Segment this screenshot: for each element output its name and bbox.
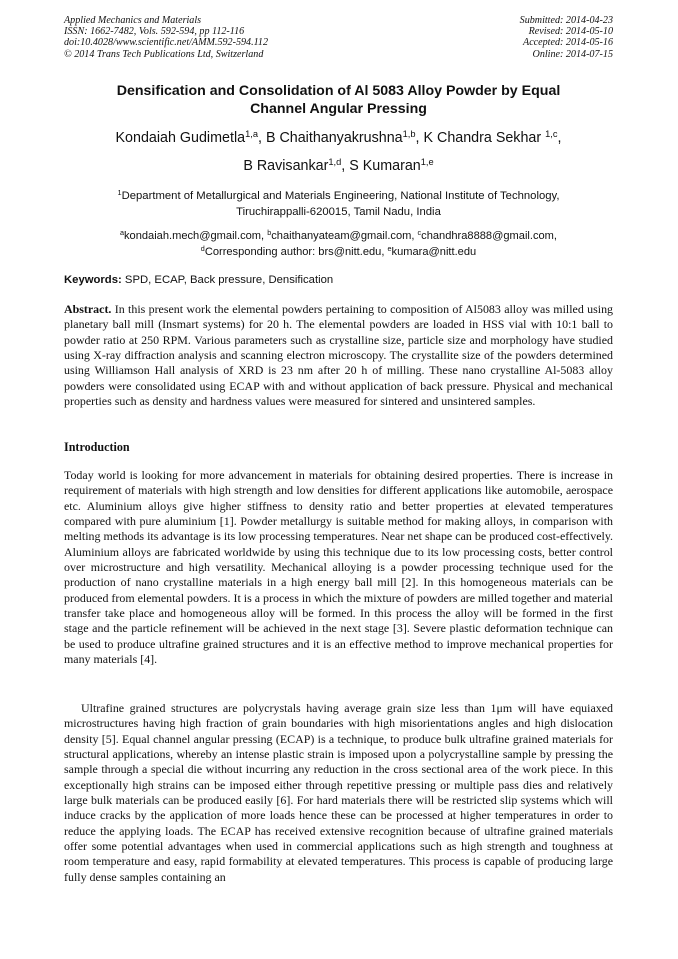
author-separator: , xyxy=(341,157,350,174)
email-a: kondaiah.mech@gmail.com xyxy=(123,230,262,242)
abstract-label: Abstract. xyxy=(64,302,112,316)
paragraph-text: Today world is looking for more advancement in materials for obtaining desired properties. There is increase in requirement of materials with high strength and low densities for different applications like automobile, aerospace etc. Aluminium alloys give higher stiffness to density ratio and better properties at elevated temperatures compared with pure aluminium [1]. Powder metallurgy is suitable method for making alloys, in comparison with melting methods its advantage is its low processing temperatures. Near net shape can be produced cost-effectively. Aluminium alloys are fabricated worldwide by using this technique due to its low processing costs, better control over microstructure and high versatility. Mechanical alloying is a powder processing technique used for the production of nano crystalline materials in a high energy ball mill [2]. In this homogeneous materials can be produced from elemental powders. It is a process in which the mixture of powders are milled together and material transfer take place and homogeneous alloy will be formed. In this process the alloy will be formed in the first stage and the particle refinement will be achieved in the next stage [3]. Severe plastic deformation technique can be used to produce ultrafine grained structures and it is an effective method to improve mechanical properties for many materials [4]. xyxy=(64,468,613,667)
date-online: Online: 2014-07-15 xyxy=(532,48,613,60)
email-sup: e xyxy=(387,243,392,253)
author-line-2 xyxy=(64,153,613,181)
email-d: Corresponding author: brs@nitt.edu xyxy=(204,245,382,258)
email-sup: d xyxy=(200,243,205,253)
paragraph-text: Ultrafine grained structures are polycrystals having average grain size less than 1μm will have equiaxed microstructures having high fraction of grain boundaries with high misorientations angles and high dislocation density [5]. Equal channel angular pressing (ECAP) is a technique, to produce bulk ultrafine grained materials for structural applications, whereby an intense plastic strain is imposed upon a polycrystalline sample by pressing the sample through a special die without incurring any reduction in the cross sectional area of the work piece. In this exceptionally high strains can be imposed either through repetitive pressing or multiple pass dies and relatively large bulk materials can be produced easily [6]. For hard materials there will be restricted slip systems which will induce cracks by the application of more loads hence these can be processed at higher temperatures in order to reduce the applying loads. The ECAP has received extensive recognition because of ultrafine grained materials offer some potential advantages when used in commercial applications such as high strength and toughness at room temperature and easy, rapid formability at elevated temperatures. This process is capable of producing large fully dense samples containing an xyxy=(64,701,613,884)
author-sup: 1,a xyxy=(245,129,258,140)
author-name: S Kumaran xyxy=(349,157,421,174)
paper-title xyxy=(64,83,613,118)
author-sup: 1,c xyxy=(545,129,558,140)
email-sup: a xyxy=(119,228,124,238)
journal-copyright: © 2014 Trans Tech Publications Ltd, Switzerland xyxy=(64,48,264,60)
title-line-1: Densification and Consolidation of Al 5083 Alloy Powder by Equal xyxy=(116,83,561,99)
email-e: kumara@nitt.edu xyxy=(391,245,477,258)
date-submitted: Submitted: 2014-04-23 xyxy=(519,15,613,26)
submission-dates xyxy=(520,15,613,60)
author-sup: 1,e xyxy=(420,156,434,167)
author-separator: , xyxy=(257,130,266,146)
journal-name: Applied Mechanics and Materials xyxy=(64,15,202,26)
affiliation-line-1 xyxy=(64,189,613,205)
author-name: Kondaiah Gudimetla xyxy=(115,130,246,146)
introduction-paragraph-2 xyxy=(64,701,613,885)
title-line-2: Channel Angular Pressing xyxy=(250,100,427,117)
author-emails xyxy=(64,229,613,260)
email-c: chandhra8888@gmail.com xyxy=(421,230,554,242)
emails-line-2: $^d$Corresponding author: brs@nitt.edu, $^e$kumara@nitt.edu xyxy=(200,243,477,258)
date-accepted: Accepted: 2014-05-16 xyxy=(523,37,613,49)
keywords-label: Keywords: xyxy=(64,274,122,286)
abstract xyxy=(64,302,613,409)
emails-line-1: $^a$kondaiah.mech@gmail.com, $^b$chaithanyateam@gmail.com, $^c$chandhra8888@gmail.com, xyxy=(119,228,558,242)
journal-doi: doi:10.4028/www.scientific.net/AMM.592-594.112 xyxy=(64,37,268,49)
abstract-paragraph xyxy=(64,302,613,409)
affiliation-line-2: Tiruchirappalli-620015, Tamil Nadu, India xyxy=(236,205,441,218)
affiliation xyxy=(64,189,613,220)
author-name: K Chandra Sekhar xyxy=(423,130,542,146)
affiliation-text: Department of Metallurgical and Materials Engineering, National Institute of Technology, xyxy=(121,190,560,202)
keywords-text: SPD, ECAP, Back pressure, Densification xyxy=(124,274,334,286)
introduction-heading: Introduction xyxy=(64,440,130,454)
author-separator: , xyxy=(557,130,562,146)
author-separator: , xyxy=(415,130,424,146)
author-name: B Ravisankar xyxy=(243,157,329,174)
author-name: B Chaithanyakrushna xyxy=(265,130,403,146)
introduction-paragraph-1 xyxy=(64,468,613,667)
keywords xyxy=(64,273,613,288)
author-sup: 1,d xyxy=(328,156,342,167)
email-b: chaithanyateam@gmail.com xyxy=(271,230,412,242)
author-sup: 1,b xyxy=(402,129,416,140)
journal-issn: ISSN: 1662-7482, Vols. 592-594, pp 112-116 xyxy=(64,26,245,38)
email-sup: b xyxy=(267,228,272,238)
journal-info xyxy=(64,15,268,60)
date-revised: Revised: 2014-05-10 xyxy=(528,26,613,38)
affiliation-sup: 1 xyxy=(117,188,122,198)
author-line-1 xyxy=(64,125,613,153)
email-sup: c xyxy=(417,228,422,238)
abstract-text: In this present work the elemental powders pertaining to composition of Al5083 alloy was milled using planetary ball mill (Insmart systems) for 20 h. The elemental powders are loaded in HSS vial with 10:1 ball to powder ratio at 250 RPM. Various parameters such as crystalline size, particle size and morphology have studied using X-ray diffraction analysis and scanning electron microscopy. The crystallite size of the powders determined using Williamson Hall analysis of XRD is 23 nm after 20 h of milling. These nano crystalline Al-5083 alloy powders were consolidated using ECAP with and without application of back pressure. Physical and mechanical properties such as density and hardness values were measured for sintered and unsintered samples. xyxy=(64,302,614,409)
author-list xyxy=(64,125,613,180)
